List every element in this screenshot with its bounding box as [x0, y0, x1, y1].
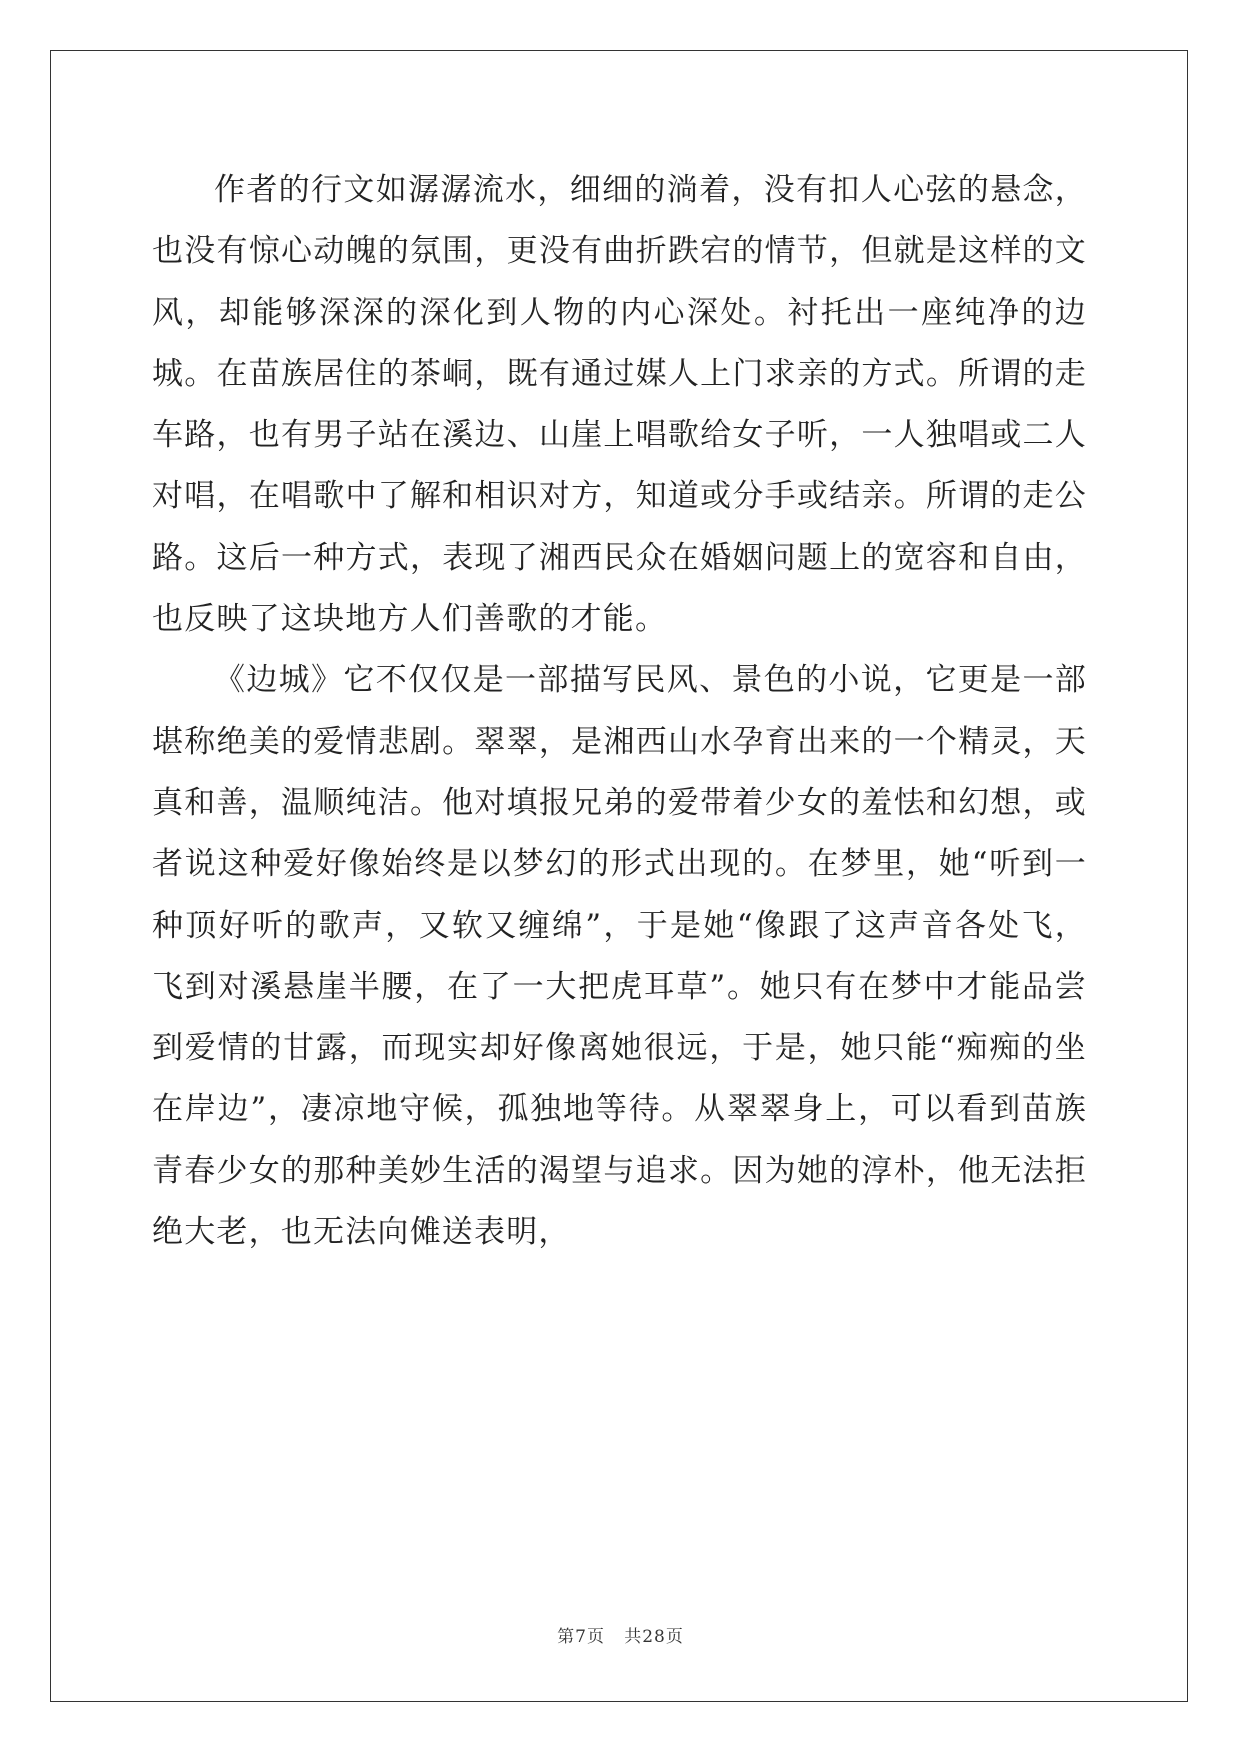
document-body [152, 160, 1087, 1263]
paragraph-1: 作者的行文如潺潺流水，细细的淌着，没有扣人心弦的悬念，也没有惊心动魄的氛围，更没有曲折跌宕的情节，但就是这样的文风，却能够深深的深化到人物的内心深处。衬托出一座纯净的边城。在苗族居住的茶峒，既有通过媒人上门求亲的方式。所谓的走车路，也有男子站在溪边、山崖上唱歌给女子听，一人独唱或二人对唱，在唱歌中了解和相识对方，知道或分手或结亲。所谓的走公路。这后一种方式，表现了湘西民众在婚姻问题上的宽容和自由，也反映了这块地方人们善歌的才能。 [152, 172, 1087, 638]
page-total: 共28页 [624, 1627, 684, 1647]
page-number: 第7页 [557, 1627, 605, 1647]
page-footer [0, 1622, 1241, 1647]
paragraph-2: 《边城》它不仅仅是一部描写民风、景色的小说，它更是一部堪称绝美的爱情悲剧。翠翠，是湘西山水孕育出来的一个精灵，天真和善，温顺纯洁。他对填报兄弟的爱带着少女的羞怯和幻想，或者说这种爱好像始终是以梦幻的形式出现的。在梦里，她“听到一种顶好听的歌声，又软又缠绵”，于是她“像跟了这声音各处飞，飞到对溪悬崖半腰，在了一大把虎耳草”。她只有在梦中才能品尝到爱情的甘露，而现实却好像离她很远，于是，她只能“痴痴的坐在岸边”，凄凉地守候，孤独地等待。从翠翠身上，可以看到苗族青春少女的那种美妙生活的渴望与追求。因为她的淳朴，他无法拒绝大老，也无法向傩送表明， [152, 662, 1087, 1251]
